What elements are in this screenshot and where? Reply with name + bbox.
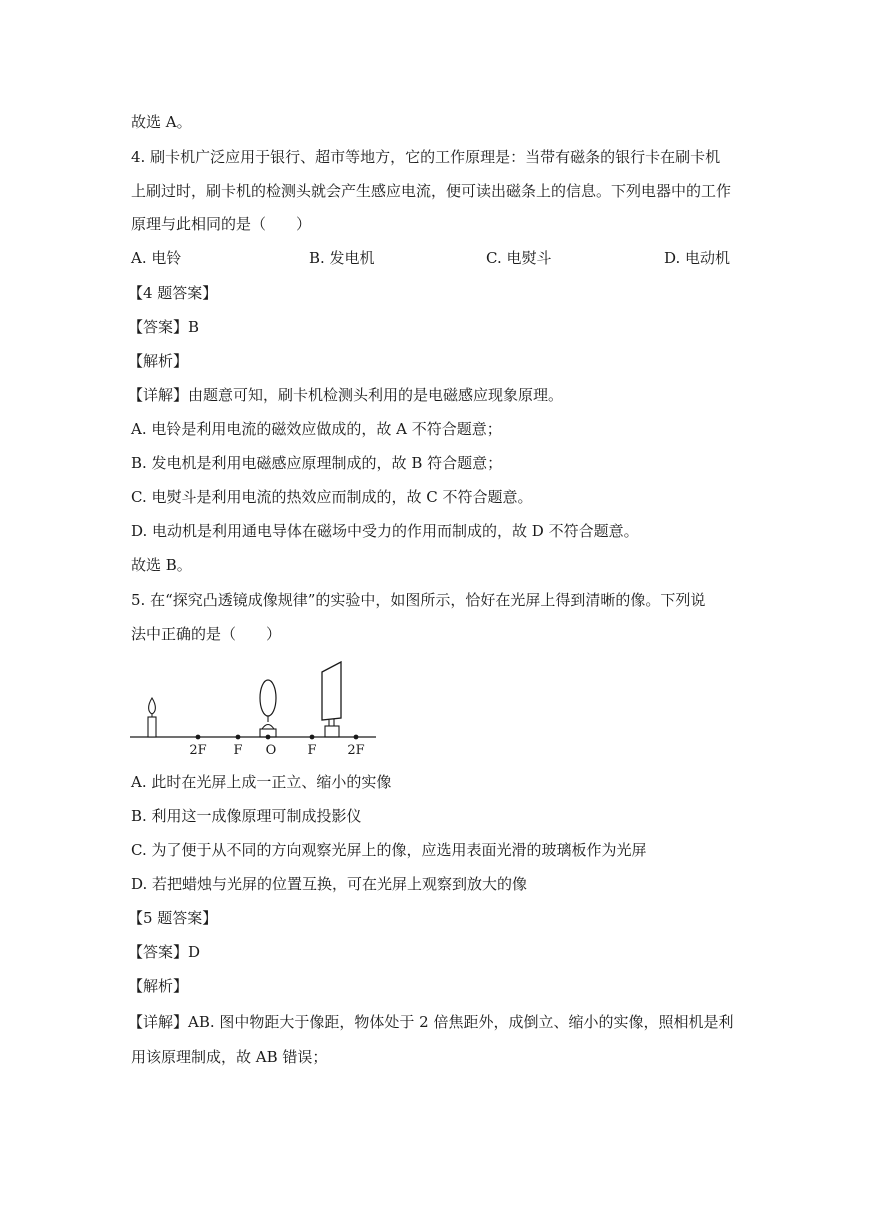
q4-option-d: D. 电动机 <box>664 249 731 267</box>
point-f-right <box>310 735 315 740</box>
q4-answer-header: 【4 题答案】 <box>128 284 218 302</box>
q4-option-a: A. 电铃 <box>131 249 182 267</box>
point-f-left <box>236 735 241 740</box>
q5-answer: 【答案】D <box>128 943 201 961</box>
q4-detail-intro: 【详解】由题意可知，刷卡机检测头利用的是电磁感应现象原理。 <box>128 386 564 404</box>
q4-conclusion: 故选 B。 <box>131 556 192 574</box>
q5-analysis-header: 【解析】 <box>128 977 189 995</box>
q5-answer-header: 【5 题答案】 <box>128 909 218 927</box>
q5-option-b: B. 利用这一成像原理可制成投影仪 <box>131 807 362 825</box>
label-f-left: F <box>233 743 243 758</box>
q4-option-c: C. 电熨斗 <box>486 249 552 267</box>
q4-stem-line-2: 上刷过时，刷卡机的检测头就会产生感应电流，便可读出磁条上的信息。下列电器中的工作 <box>131 182 732 200</box>
candle <box>148 698 156 737</box>
q5-stem-line-1: 5. 在“探究凸透镜成像规律”的实验中，如图所示，恰好在光屏上得到清晰的像。下列说 <box>131 591 706 609</box>
label-f-right: F <box>307 743 317 758</box>
q5-stem-line-2: 法中正确的是（ ） <box>131 625 282 643</box>
q4-detail-c: C. 电熨斗是利用电流的热效应而制成的，故 C 不符合题意。 <box>131 488 533 506</box>
convex-lens <box>260 680 276 737</box>
label-o: O <box>265 743 277 758</box>
q5-detail-line-1: 【详解】AB. 图中物距大于像距，物体处于 2 倍焦距外，成倒立、缩小的实像，照相机是利 <box>128 1013 734 1031</box>
q4-stem-line-3: 原理与此相同的是（ ） <box>131 215 312 233</box>
q4-detail-d: D. 电动机是利用通电导体在磁场中受力的作用而制成的，故 D 不符合题意。 <box>131 522 639 540</box>
q4-stem-line-1: 4. 刷卡机广泛应用于银行、超市等地方，它的工作原理是：当带有磁条的银行卡在刷卡机 <box>131 148 721 166</box>
q4-analysis-header: 【解析】 <box>128 352 189 370</box>
q4-answer: 【答案】B <box>128 318 200 336</box>
point-2f-right <box>354 735 359 740</box>
light-screen <box>322 662 341 737</box>
q4-option-b: B. 发电机 <box>309 249 375 267</box>
point-o <box>266 735 271 740</box>
q5-option-c: C. 为了便于从不同的方向观察光屏上的像，应选用表面光滑的玻璃板作为光屏 <box>131 841 647 859</box>
point-2f-left <box>196 735 201 740</box>
lens-experiment-diagram <box>128 660 378 760</box>
q5-option-a: A. 此时在光屏上成一正立、缩小的实像 <box>131 773 392 791</box>
q4-detail-a: A. 电铃是利用电流的磁效应做成的，故 A 不符合题意； <box>131 420 502 438</box>
label-2f-right: 2F <box>347 743 365 758</box>
q3-conclusion: 故选 A。 <box>131 113 192 131</box>
q5-option-d: D. 若把蜡烛与光屏的位置互换，可在光屏上观察到放大的像 <box>131 875 528 893</box>
label-2f-left: 2F <box>189 743 207 758</box>
q5-detail-line-2: 用该原理制成，故 AB 错误； <box>131 1048 328 1066</box>
q4-detail-b: B. 发电机是利用电磁感应原理制成的，故 B 符合题意； <box>131 454 503 472</box>
